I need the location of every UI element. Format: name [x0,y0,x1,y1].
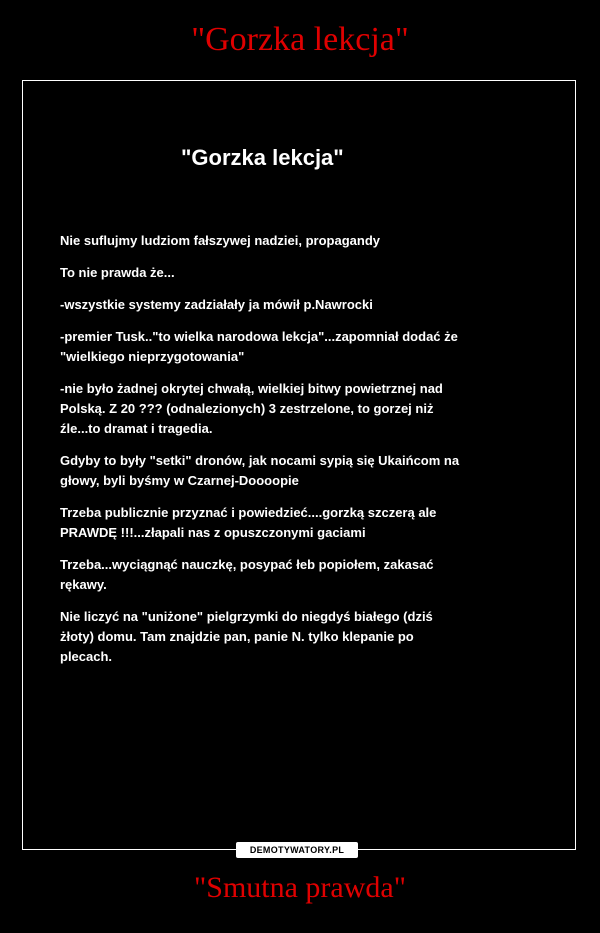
poster-paragraph: -premier Tusk.."to wielka narodowa lekcja"...zapomniał dodać że "wielkiego nieprzygotowania" [60,329,458,364]
poster-paragraph: Nie liczyć na "uniżone" pielgrzymki do niegdyś białego (dziś żłoty) domu. Tam znajdzie pan, panie N. tylko klepanie po plecach. [60,609,433,664]
poster-title: "Gorzka lekcja" [181,145,344,170]
site-watermark[interactable]: DEMOTYWATORY.PL [236,842,358,858]
page-title: "Gorzka lekcja" [191,21,409,58]
poster-paragraph: -wszystkie systemy zadziałały ja mówił p.Nawrocki [60,297,373,312]
poster-paragraph: -nie było żadnej okrytej chwałą, wielkiej bitwy powietrznej nad Polską. Z 20 ??? (odnalezionych) 3 zestrzelone, to gorzej niż źle...to dramat i tragedia. [60,381,443,436]
poster-paragraph: Nie suflujmy ludziom fałszywej nadziei, propagandy [60,233,381,248]
poster-body [60,231,570,679]
poster-frame [22,80,576,850]
poster-paragraph: Trzeba...wyciągnąć nauczkę, posypać łeb popiołem, zakasać rękawy. [60,557,434,592]
poster-paragraph: Trzeba publicznie przyznać i powiedzieć....gorzką szczerą ale PRAWDĘ !!!...złapali nas z opuszczonymi gaciami [60,505,437,540]
poster-paragraph: To nie prawda że... [60,265,175,280]
poster-paragraph: Gdyby to były "setki" dronów, jak nocami sypią się Ukaińcom na głowy, byli byśmy w Czarnej-Doooopie [60,453,460,488]
bottom-caption: "Smutna prawda" [194,871,406,904]
